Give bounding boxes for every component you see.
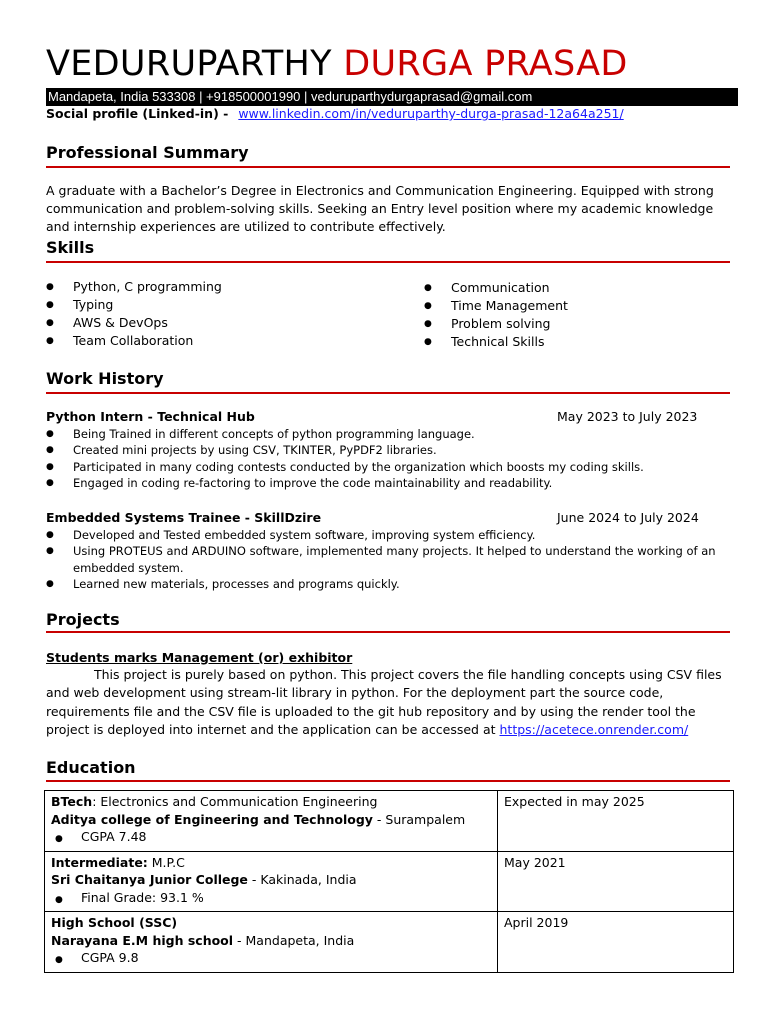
job-bullet: ● Being Trained in different concepts of python programming language.: [46, 426, 736, 442]
summary-text: A graduate with a Bachelor’s Degree in Electronics and Communication Engineering. Equipped with strong communication and problem-solving skills. Seeking an Entry level position where my academic knowledge and internship experiences are utilized to contribute effectively.: [46, 183, 714, 234]
skill-item: ● Technical Skills: [424, 333, 568, 351]
school-name: Aditya college of Engineering and Technology: [51, 811, 373, 827]
contact-bar: Mandapeta, India 533308 | +918500001990 | veduruparthydurgaprasad@gmail.com: [46, 88, 738, 106]
skill-item: ● Python, C programming: [46, 278, 222, 296]
skill-item: ● Typing: [46, 296, 222, 314]
skills-title: Skills: [46, 238, 95, 257]
job-title: Python Intern - Technical Hub: [46, 409, 255, 424]
summary-title: Professional Summary: [46, 143, 249, 162]
degree-field: M.P.C: [147, 854, 185, 870]
skill-item: ● AWS & DevOps: [46, 314, 222, 332]
education-row: [45, 851, 734, 912]
school-name: Sri Chaitanya Junior College: [51, 872, 248, 887]
bullet-icon: ●: [55, 894, 63, 905]
linkedin-link[interactable]: www.linkedin.com/in/veduruparthy-durga-prasad-12a64a251/: [238, 106, 624, 121]
education-row: [45, 912, 734, 973]
education-table: [44, 790, 734, 973]
skills-list-left: [46, 278, 222, 350]
skill-item: ● Time Management: [424, 297, 568, 315]
section-divider: [46, 631, 730, 633]
education-date: April 2019: [498, 912, 734, 973]
job-bullet: ● Engaged in coding re-factoring to improve the code maintainability and readability.: [46, 475, 736, 491]
skills-list-right: [424, 279, 568, 351]
job-bullet: ● Developed and Tested embedded system software, improving system efficiency.: [46, 527, 736, 543]
education-date: Expected in may 2025: [498, 791, 734, 852]
job-bullet: ● Created mini projects by using CSV, TKINTER, PyPDF2 libraries.: [46, 442, 736, 458]
first-name: VEDURUPARTHY: [46, 44, 332, 84]
grade: CGPA 7.48: [81, 829, 147, 844]
section-divider: [46, 261, 730, 263]
degree-field: : Electronics and Communication Engineering: [92, 794, 378, 809]
candidate-name: [46, 44, 628, 84]
job-title: Embedded Systems Trainee - SkillDzire: [46, 510, 322, 525]
education-details: [45, 912, 498, 973]
education-date: May 2021: [498, 851, 734, 912]
project-link[interactable]: https://acetece.onrender.com/: [499, 721, 689, 737]
skill-item: ● Team Collaboration: [46, 332, 222, 350]
job-bullet: ● Learned new materials, processes and programs quickly.: [46, 576, 736, 592]
work-title: Work History: [46, 369, 164, 388]
section-divider: [46, 780, 730, 782]
education-title: Education: [46, 758, 136, 777]
skill-item: ● Communication: [424, 279, 568, 297]
job-bullet: ● Participated in many coding contests conducted by the organization which boosts my coding skills.: [46, 459, 736, 475]
job-bullets: [46, 426, 736, 491]
last-name: DURGA PRASAD: [343, 44, 628, 84]
project-title: Students marks Management (or) exhibitor: [46, 650, 353, 665]
section-divider: [46, 166, 730, 168]
project-description: [46, 666, 738, 739]
job-date: May 2023 to July 2023: [557, 409, 698, 424]
job-bullet: ● Using PROTEUS and ARDUINO software, implemented many projects. It helped to understand the working of an embedded system.: [46, 543, 736, 576]
grade: CGPA 9.8: [81, 950, 139, 965]
school-name: Narayana E.M high school: [51, 932, 234, 948]
degree-label: High School (SSC): [51, 915, 178, 930]
degree-label: BTech: [51, 794, 93, 809]
school-place: - Mandapeta, India: [233, 932, 355, 948]
bullet-icon: ●: [55, 834, 63, 844]
job-date: June 2024 to July 2024: [557, 510, 699, 525]
grade: Final Grade: 93.1 %: [81, 889, 204, 905]
degree-label: Intermediate:: [51, 854, 148, 870]
school-place: - Surampalem: [372, 811, 466, 827]
skill-item: ● Problem solving: [424, 315, 568, 333]
school-place: - Kakinada, India: [247, 872, 357, 887]
bullet-icon: ●: [55, 955, 63, 965]
projects-title: Projects: [46, 610, 120, 629]
job-bullets: [46, 527, 736, 592]
social-profile: [46, 106, 624, 121]
social-label: Social profile (Linked-in) -: [46, 106, 229, 121]
education-row: [45, 791, 734, 852]
education-details: [45, 791, 498, 852]
education-details: [45, 851, 498, 912]
section-divider: [46, 392, 730, 394]
project-text: This project is purely based on python. This project covers the file handling concepts using CSV files and web development using stream-lit library in python. For the deployment part the source code, requirements file and the CSV file is uploaded to the git hub repository and by using the render tool the project is deployed into internet and the application can be accessed at: [46, 667, 722, 737]
